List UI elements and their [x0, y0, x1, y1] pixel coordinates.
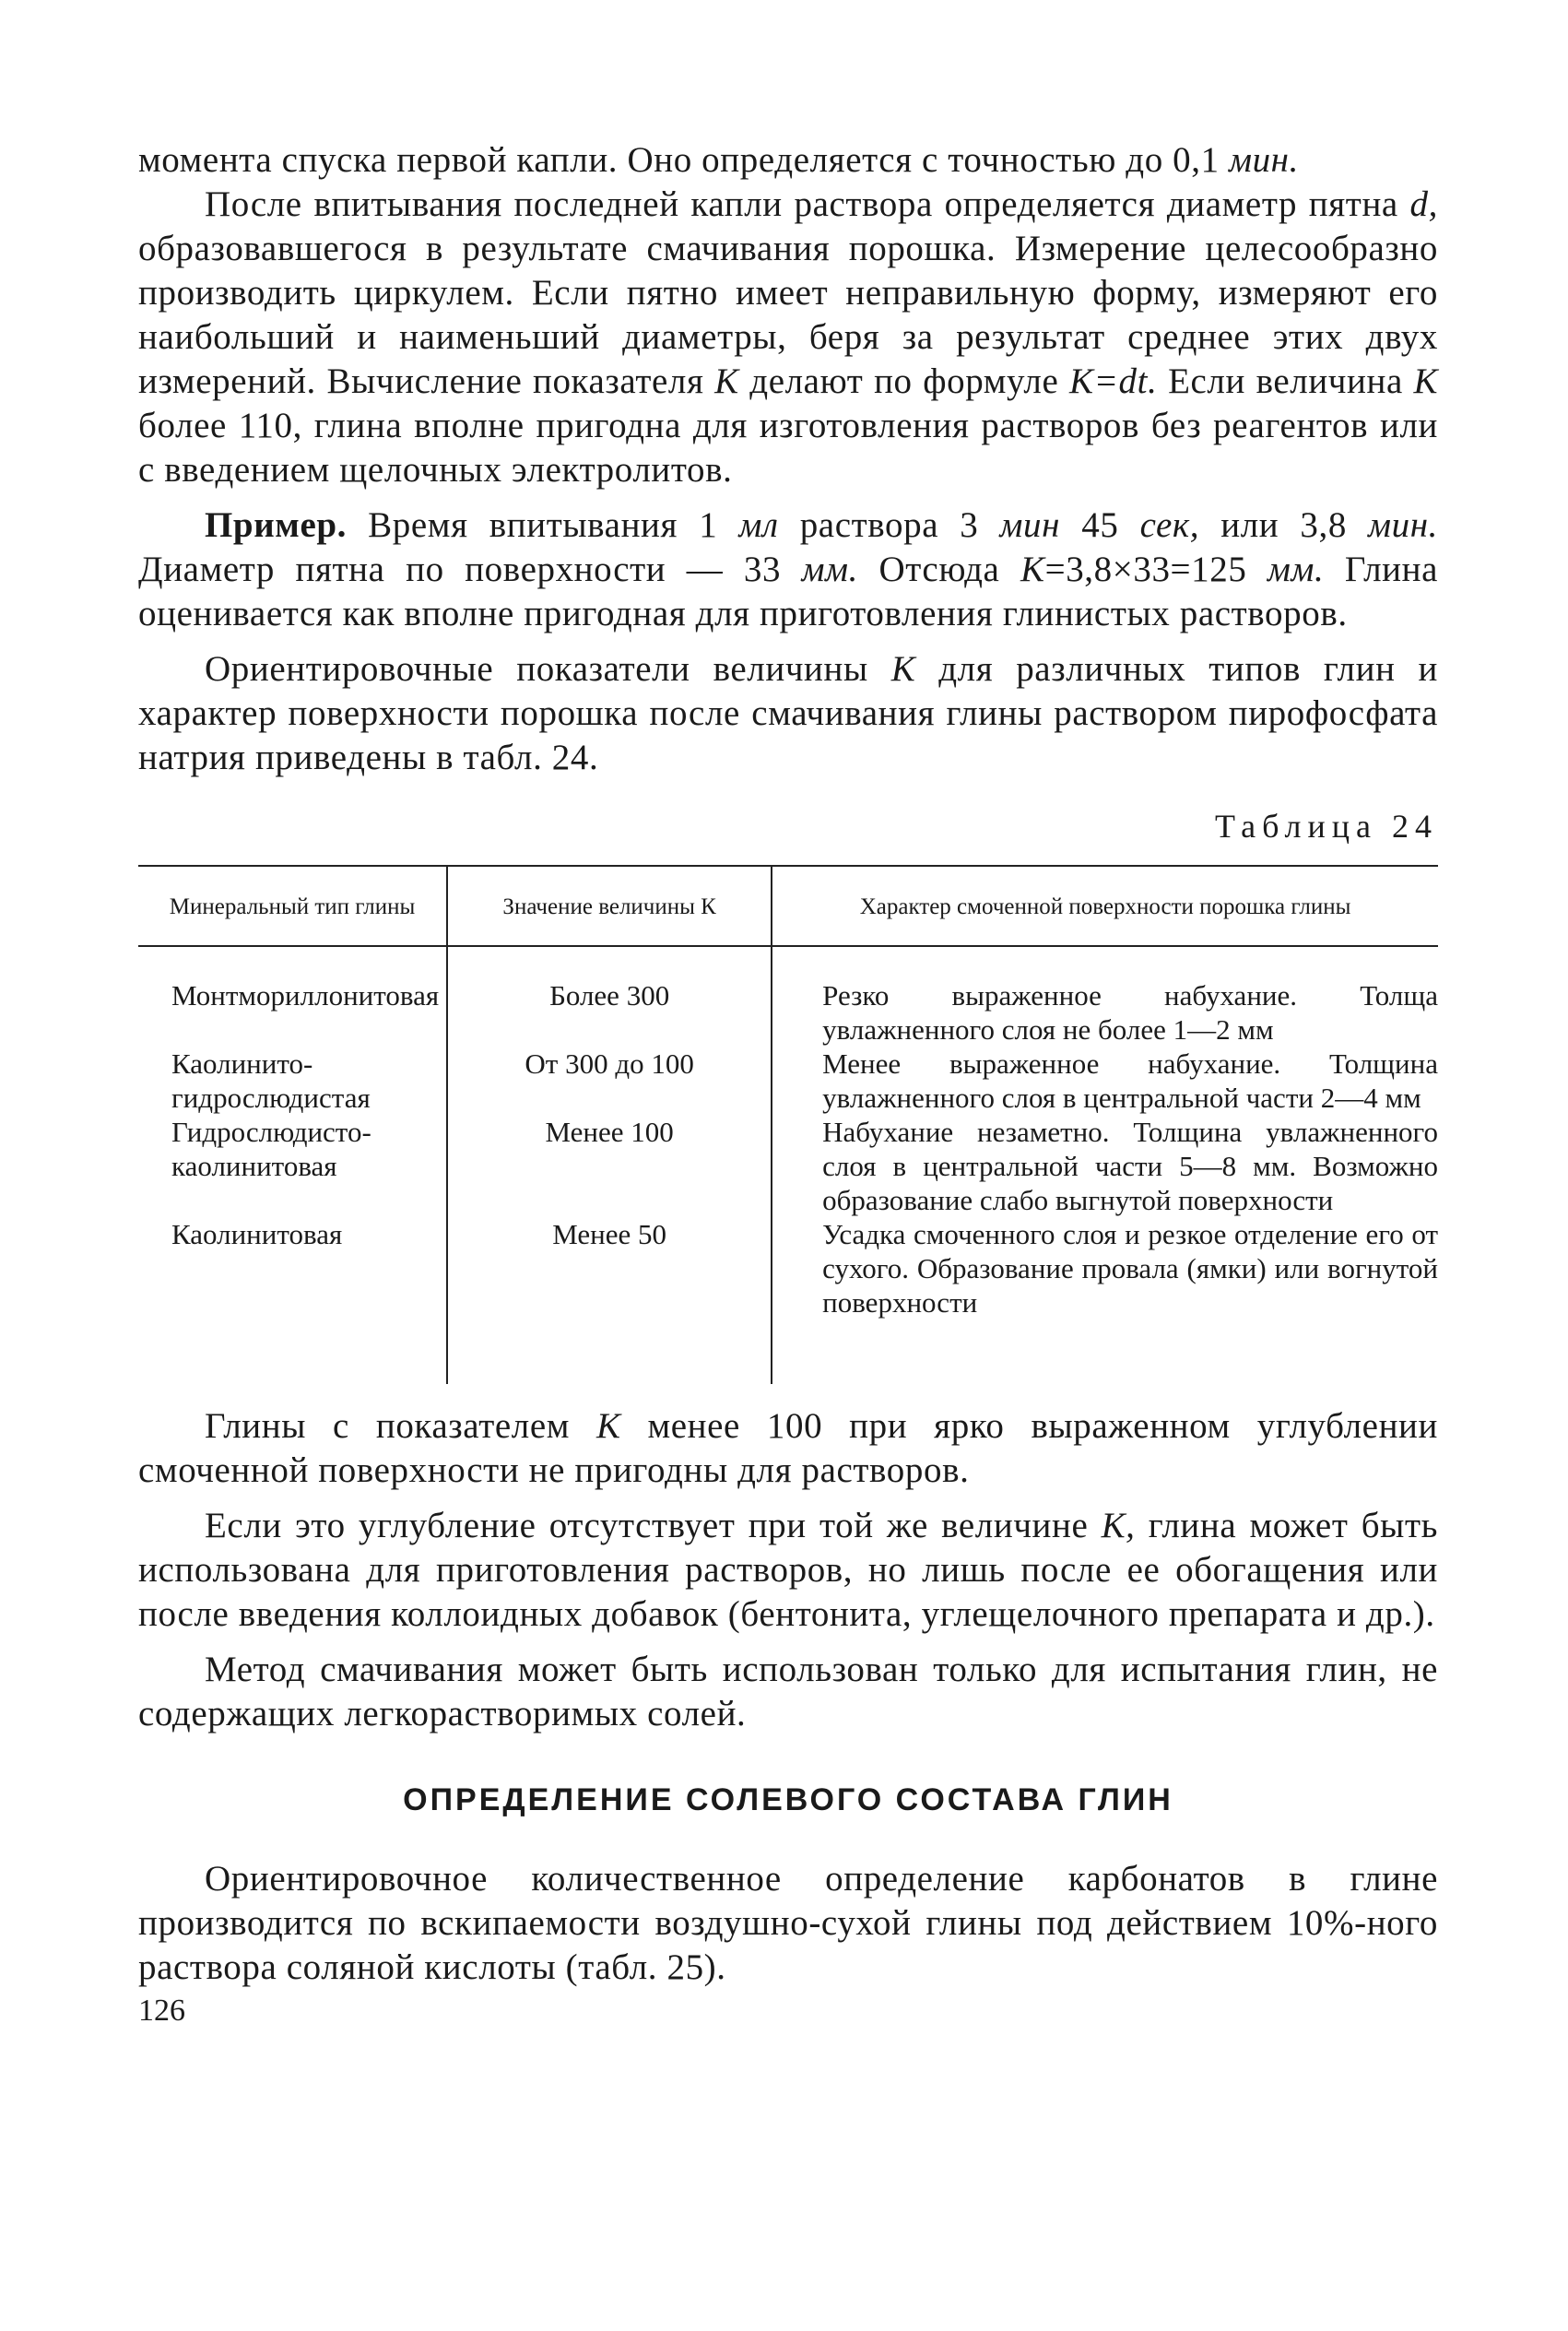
italic-run: К	[890, 649, 916, 689]
table-row	[138, 946, 1438, 1047]
text-run: Метод смачивания может быть использован только для испытания глин, не содержащих легкорастворимых солей.	[138, 1650, 1438, 1733]
italic-run: сек,	[1139, 505, 1200, 545]
table-caption: Таблица 24	[1215, 808, 1438, 845]
text-run: более 110, глина вполне пригодна для изготовления растворов без реагентов или с введением щелочных электролитов.	[138, 406, 1438, 490]
italic-run: мм.	[1267, 550, 1325, 589]
cell-desc: Усадка смоченного слоя и резкое отделение его от сухого. Образование провала (ямки) или вогнутой поверхности	[772, 1217, 1438, 1384]
text-run: =3,8×33=125	[1044, 550, 1267, 589]
text-run: образовавшегося в результате смачивания порошка. Измерение целесообразно производить циркулем. Если пятно имеет неправильную форму, измеряют его наибольший и наименьший диаметры, беря за результат среднее этих двух измерений. Вычисление показателя	[138, 229, 1438, 401]
text-run: После впитывания последней капли раствора определяется диаметр пятна	[205, 184, 1410, 224]
paragraph	[138, 503, 1438, 636]
cell-type: Каолинито-гидрослюдистая	[171, 1047, 371, 1114]
cell-value: Менее 50	[447, 1217, 772, 1384]
cell-desc: Менее выраженное набухание. Толщина увлажненного слоя в центральной части 2—4 мм	[772, 1047, 1438, 1115]
text-run: Ориентировочные показатели величины	[205, 649, 891, 689]
cell-value: Менее 100	[447, 1115, 772, 1217]
italic-run: K	[1020, 550, 1045, 589]
italic-run: d,	[1409, 184, 1438, 224]
table-row	[138, 1217, 1438, 1384]
text-run: 45	[1060, 505, 1140, 545]
header-surface-character: Характер смоченной поверхности порошка глины	[772, 866, 1438, 946]
table-row	[138, 1115, 1438, 1217]
text-run: Глины с показателем	[205, 1406, 596, 1446]
header-mineral-type: Минеральный тип глины	[138, 866, 447, 946]
italic-run: K=dt.	[1069, 361, 1158, 401]
text-run: Глина оценивается как вполне пригодная для приготовления глинистых растворов.	[138, 550, 1438, 633]
table-row	[138, 1047, 1438, 1115]
italic-run: мин	[999, 505, 1061, 545]
italic-run: мм.	[801, 550, 858, 589]
cell-type: Каолинитовая	[171, 1218, 343, 1250]
italic-run: К	[714, 361, 739, 401]
text-run: менее 100 при ярко выраженном углублении смоченной поверхности не пригодны для растворов.	[138, 1406, 1438, 1490]
paragraph	[138, 1648, 1438, 1736]
italic-run: К,	[1101, 1506, 1136, 1545]
header-k-value: Значение величины К	[447, 866, 772, 946]
text-run: Ориентировочное количественное определение карбонатов в глине производится по вскипаемости воздушно-сухой глины под действием 10%-ного раствора соляной кислоты (табл. 25).	[138, 1859, 1438, 1987]
page-number: 126	[138, 1994, 185, 2028]
cell-desc: Резко выраженное набухание. Толща увлажненного слоя не более 1—2 мм	[772, 946, 1438, 1047]
italic-run: К	[1413, 361, 1439, 401]
text-run: Отсюда	[858, 550, 1020, 589]
table-header-row	[138, 866, 1438, 946]
bold-run: Пример.	[205, 505, 348, 545]
italic-run: мл	[738, 505, 779, 545]
italic-run: К	[595, 1406, 621, 1446]
section-paragraphs	[138, 1857, 1438, 1990]
top-paragraphs	[138, 138, 1438, 780]
cell-type: Монтмориллонитовая	[171, 979, 440, 1012]
clay-table	[138, 865, 1438, 1384]
italic-run: мин.	[1229, 140, 1299, 180]
page	[138, 138, 1438, 2029]
text-run: делают по формуле	[738, 361, 1070, 401]
cell-value: От 300 до 100	[447, 1047, 772, 1115]
text-run: момента спуска первой капли. Оно определяется с точностью до 0,1	[138, 140, 1230, 180]
paragraph	[138, 1504, 1438, 1637]
paragraph	[138, 183, 1438, 492]
cell-desc: Набухание незаметно. Толщина увлажненного слоя в центральной части 5—8 мм. Возможно образование слабо выгнутой поверхности	[772, 1115, 1438, 1217]
paragraph	[138, 647, 1438, 780]
cell-value: Более 300	[447, 946, 772, 1047]
italic-run: мин.	[1368, 505, 1438, 545]
text-run: для различных типов глин и характер поверхности порошка после смачивания глины раствором пирофосфата натрия приведены в табл. 24.	[138, 649, 1438, 777]
text-run: Если это углубление отсутствует при той же величине	[205, 1506, 1102, 1545]
paragraph	[138, 1404, 1438, 1493]
paragraph	[138, 138, 1438, 183]
text-run: раствора 3	[778, 505, 1000, 545]
text-run: или 3,8	[1199, 505, 1369, 545]
text-run: глина может быть использована для приготовления растворов, но лишь после ее обогащения или после введения коллоидных добавок (бентонита, углещелочного препарата и др.).	[138, 1506, 1438, 1634]
text-run: Диаметр пятна по поверхности — 33	[138, 550, 802, 589]
section-heading: ОПРЕДЕЛЕНИЕ СОЛЕВОГО СОСТАВА ГЛИН	[403, 1782, 1173, 1817]
text-run: Если величина	[1157, 361, 1414, 401]
paragraph	[138, 1857, 1438, 1990]
text-run: Время впитывания 1	[347, 505, 739, 545]
bottom-paragraphs	[138, 1404, 1438, 1736]
cell-type: Гидрослюдисто-каолинитовая	[171, 1116, 371, 1182]
